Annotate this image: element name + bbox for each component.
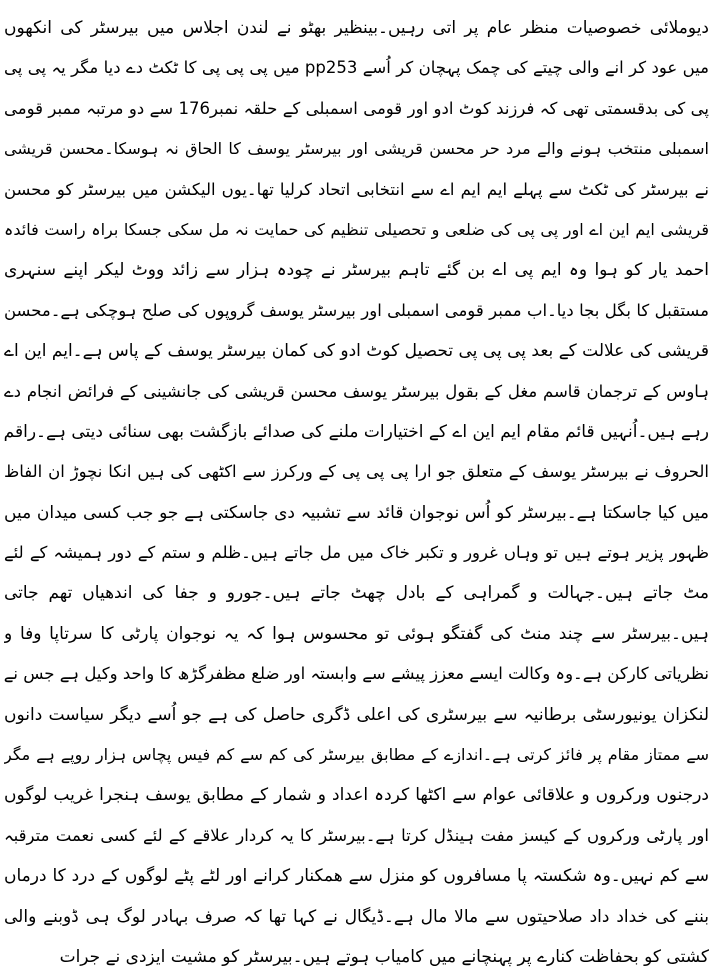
text-line: دیوملائی خصوصیات منظر عام پر اتی رہیں۔بینظیر بھٹو نے لندن اجلاس میں بیرسٹر کی انکھوں <box>4 18 709 38</box>
article-body <box>4 8 709 977</box>
text-line: الحروف نے بیرسٹر یوسف کے متعلق جو ارا پی پی پی کے ورکرز سے اکٹھی کی ہیں انکا نچوڑ ان الفاظ <box>4 462 709 482</box>
text-line: نے بیرسٹر کی ٹکٹ سے پہلے ایم ایم اے سے انتخابی اتحاد کرلیا تھا۔یوں الیکشن میں بیرسٹر کو محسن <box>4 179 709 199</box>
text-line: اسمبلی منتخب ہونے والے مرد حر محسن قریشی اور بیرسٹر یوسف کا الحاق نہ ہوسکا۔محسن قریشی <box>4 139 709 159</box>
text-line: مٹ جاتے ہیں۔جہالت و گمراہی کے بادل چھٹ جاتے ہیں۔جورو و جفا کی اندھیاں تھم جاتی <box>4 583 709 604</box>
text-line: اور پارٹی ورکروں کے کیسز مفت ہینڈل کرتا ہے۔بیرسٹر کا یہ کردار علاقے کے لئے کسی نعمت مترقبہ <box>4 825 709 845</box>
text-line: قریشی ایم این اے اور پی پی کی ضلعی و تحصیلی تنظیم کی حمایت نہ مل سکی جسکا براہ راست فائدہ <box>4 219 709 239</box>
text-line: بننے کی خداد داد صلاحیتوں سے مالا مال ہے۔ڈیگال نے کہا تھا کہ صرف بہادر لوگ ہی ڈوبنے والی <box>4 906 709 927</box>
text-line: مستقبل کا بگل بجا دیا۔اب ممبر قومی اسمبلی اور بیرسٹر یوسف گروپوں کی صلح ہوچکی ہے۔محسن <box>4 300 709 320</box>
text-line: ہاوس کے ترجمان قاسم مغل کے بقول بیرسٹر یوسف محسن قریشی کی جانشینی کے فرائض انجام دے <box>4 381 709 401</box>
text-line: سے ممتاز مقام پر فائز کرتی ہے۔اندازے کے مطابق بیرسٹر کی کم سے کم فیس پچاس ہزار روپے ہے مگر <box>4 745 709 765</box>
text-line: سے کم نہیں۔وہ شکستہ پا مسافروں کو منزل سے ھمکنار کرانے اور لٹے پٹے لوگوں کے درد کا درماں <box>4 866 709 887</box>
text-line: پی کی بدقسمتی تھی کہ فرزند کوٹ ادو اور قومی اسمبلی کے حلقہ نمبر176 سے دو مرتبہ ممبر قومی <box>4 98 709 118</box>
text-line: رہے ہیں۔اُنہیں قائم مقام ایم این اے کے اختیارات ملنے کی صدائے بازگشت بھی سنائی دیتی ہے۔راقم <box>4 421 709 442</box>
text-line: میں عود کر انے والی چیتے کی چمک پہچان کر اُسے pp253 میں پی پی پی کا ٹکٹ دے دیا مگر یہ پی پی <box>4 58 709 78</box>
text-line: لنکزان یونیورسٹی برطانیہ سے بیرسٹری کی اعلی ڈگری حاصل کی ہے جو اُسے دیگر سیاست دانوں <box>4 704 709 725</box>
text-line: نظریاتی کارکن ہے۔وہ وکالت ایسے معزز پیشے سے وابستہ اور ضلع مظفرگڑھ کا واحد وکیل ہے جس نے <box>4 664 709 684</box>
text-line: قریشی کی علالت کے بعد پی پی پی تحصیل کوٹ ادو کی کمان بیرسٹر یوسف کے پاس ہے۔ایم این اے <box>4 341 709 362</box>
text-line: احمد یار کو ہوا وہ ایم پی اے بن گئے تاہم بیرسٹر نے چودہ ہزار سے زائد ووٹ لیکر اپنے سنہری <box>4 260 709 281</box>
text-line: ہیں۔بیرسٹر سے چند منٹ کی گفتگو ہوئی تو محسوس ہوا کہ یہ نوجوان پارٹی کا سرتاپا وفا و <box>4 623 709 644</box>
text-line: درجنوں ورکروں و علاقائی عوام سے اکٹھا کردہ اعداد و شمار کے مطابق یوسف ہنجرا غریب لوگوں <box>4 785 709 806</box>
text-line: میں کیا جاسکتا ہے۔بیرسٹر کو اُس نوجوان قائد سے تشبیہ دی جاسکتی ہے جو جب کسی میدان میں <box>4 502 709 523</box>
text-line: ظہور پزیر ہوتے ہیں تو وہاں غرور و تکبر خاک میں مل جاتے ہیں۔ظلم و ستم کے دور ہمیشہ کے لئے <box>4 543 709 563</box>
text-line: کشتی کو بحفاظت کنارے پر پہنچانے میں کامیاب ہوتے ہیں۔بیرسٹر کو مشیت ایزدی نے جرات <box>59 946 709 967</box>
